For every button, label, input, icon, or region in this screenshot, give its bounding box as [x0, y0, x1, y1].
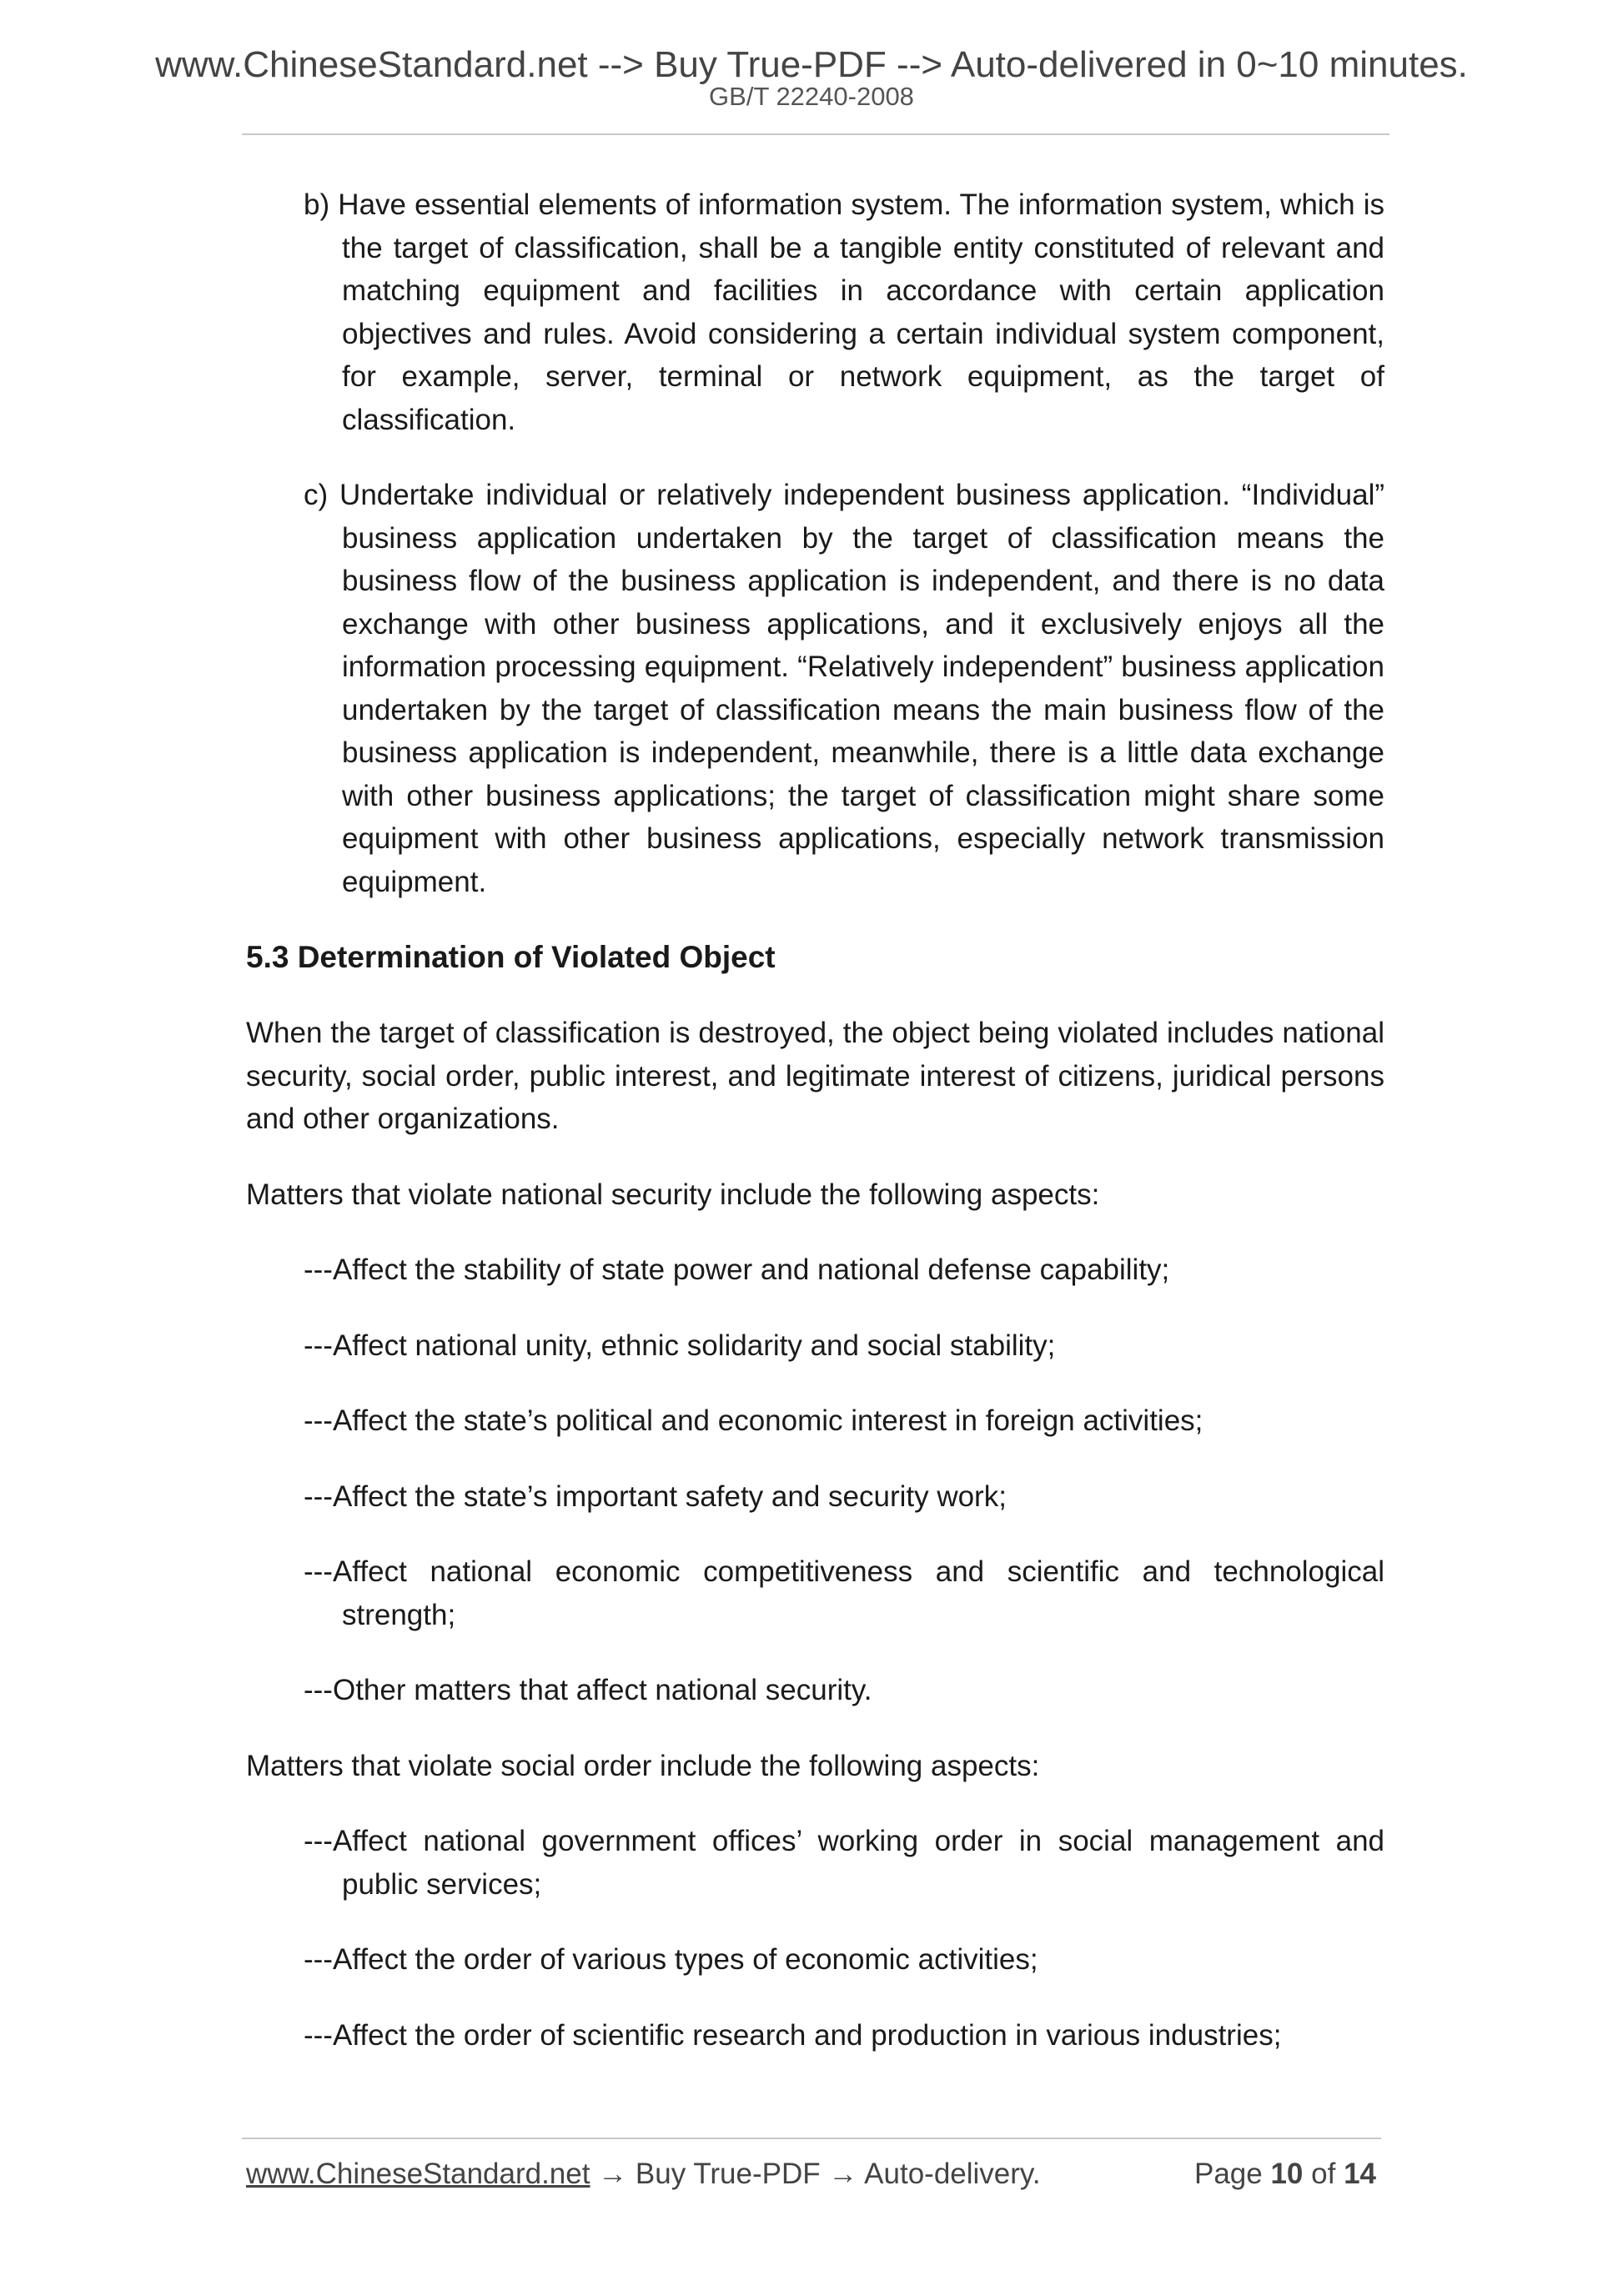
- social-order-item: ---Affect national government offices’ working order in social management and public services;: [304, 1825, 1384, 1901]
- footer-site-link[interactable]: www.ChineseStandard.net: [246, 2158, 590, 2190]
- national-security-item: ---Affect national unity, ethnic solidarity and social stability;: [304, 1329, 1056, 1362]
- footer-left: [246, 2156, 1041, 2193]
- site-banner: www.ChineseStandard.net --> Buy True-PDF --> Auto-delivered in 0~10 minutes.: [155, 44, 1468, 85]
- national-security-item: ---Affect national economic competitiveness and scientific and technological strength;: [304, 1555, 1384, 1631]
- page-current: 10: [1270, 2158, 1304, 2190]
- page-label: Page: [1193, 2158, 1263, 2190]
- national-security-item: ---Other matters that affect national security.: [304, 1674, 872, 1706]
- national-security-item: ---Affect the stability of state power and national defense capability;: [304, 1254, 1170, 1286]
- page-number: [1194, 2156, 1376, 2193]
- list-item-b: b) Have essential elements of information system. The information system, which is the target of classification, shall be a tangible entity constituted of relevant and matching equipment and facilities in accordance with certain application objectives and rules. Avoid considering a certain individual system component, for example, server, terminal or network equipment, as the target of classification.: [304, 188, 1384, 436]
- footer-tagline: → Buy True-PDF → Auto-delivery.: [590, 2158, 1041, 2190]
- national-security-item: ---Affect the state’s important safety and security work;: [304, 1480, 1007, 1513]
- document-body: [246, 183, 1384, 2089]
- standard-code: GB/T 22240-2008: [709, 82, 914, 111]
- header-divider: [242, 133, 1389, 135]
- section-intro: When the target of classification is destroyed, the object being violated includes national security, social order, public interest, and legitimate interest of citizens, juridical persons and other organizations.: [246, 1017, 1384, 1135]
- list-item-c: c) Undertake individual or relatively independent business application. “Individual” business application undertaken by the target of classification means the business flow of the business application is independent, and there is no data exchange with other business applications, and it exclusively enjoys all the information processing equipment. “Relatively independent” business application undertaken by the target of classification means the main business flow of the business application is independent, meanwhile, there is a little data exchange with other business applications; the target of classification might share some equipment with other business applications, especially network transmission equipment.: [304, 479, 1384, 898]
- social-order-item: ---Affect the order of scientific research and production in various industries;: [304, 2018, 1282, 2052]
- social-order-item: ---Affect the order of various types of economic activities;: [304, 1943, 1038, 1976]
- footer-divider: [242, 2138, 1381, 2139]
- social-order-lead: Matters that violate social order include the following aspects:: [246, 1749, 1040, 1782]
- national-security-item: ---Affect the state’s political and economic interest in foreign activities;: [304, 1404, 1203, 1437]
- section-heading: 5.3 Determination of Violated Object: [246, 940, 776, 974]
- national-security-lead: Matters that violate national security include the following aspects:: [246, 1178, 1100, 1211]
- page-total: 14: [1344, 2158, 1376, 2190]
- page-of: of: [1311, 2158, 1336, 2190]
